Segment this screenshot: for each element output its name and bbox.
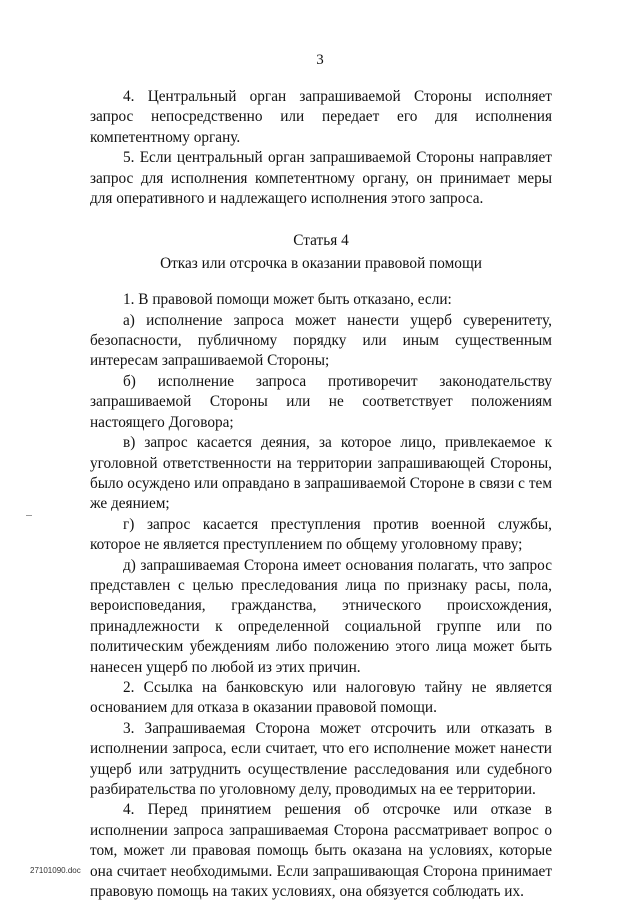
article-clause-1d: д) запрашиваемая Сторона имеет основания полагать, что запрос представлен с целью преследования лица по признаку расы, пола, вероисповедания, гражданства, этнического происхождения, принадлежности к определенной социальной группе или по политическим убеждениям либо положению этого лица может быть нанесен ущерб по любой из этих причин. (90, 556, 552, 676)
paragraph-4: 4. Центральный орган запрашиваемой Стороны исполняет запрос непосредственно или передает его для исполнения компетентному органу. (90, 88, 552, 146)
article-clause-1g: г) запрос касается преступления против военной службы, которое не является преступлением по общему уголовному праву; (90, 515, 552, 554)
article-clause-1v: в) запрос касается деяния, за которое лицо, привлекаемое к уголовной ответственности на территории запрашивающей Стороны, было осуждено или оправдано в запрашиваемой Стороне в связи с тем же деянием; (90, 434, 552, 513)
article-clause-3: 3. Запрашиваемая Сторона может отсрочить или отказать в исполнении запроса, если считает, что его исполнение может нанести ущерб или затруднить осуществление расследования или судебного разбирательства по уголовному делу, проводимых на ее территории. (90, 719, 552, 798)
article-clause-1: 1. В правовой помощи может быть отказано, если: (123, 291, 452, 309)
document-body (90, 87, 552, 902)
paragraph-5: 5. Если центральный орган запрашиваемой Стороны направляет запрос для исполнения компетентному органу, он принимает меры для оперативного и надлежащего исполнения этого запроса. (90, 149, 552, 208)
article-title: Отказ или отсрочка в оказании правовой помощи (160, 254, 482, 272)
article-clause-1b: б) исполнение запроса противоречит законодательству запрашиваемой Стороны или не соответствует положениям настоящего Договора; (90, 372, 552, 431)
margin-mark (26, 515, 32, 516)
footer-filename: 27101090.doc (30, 866, 81, 875)
article-number: Статья 4 (293, 232, 349, 250)
article-clause-1a: а) исполнение запроса может нанести ущерб суверенитету, безопасности, публичному порядку или иным существенным интересам запрашиваемой Стороны; (90, 311, 552, 370)
page-number: 3 (316, 52, 324, 68)
article-clause-4: 4. Перед принятием решения об отсрочке или отказе в исполнении запроса запрашиваемая Сторона рассматривает вопрос о том, может ли правовая помощь быть оказана на условиях, которые она считает необходимыми. Если запрашивающая Сторона принимает правовую помощь на таких условиях, она обязуется соблюдать их. (90, 801, 552, 901)
article-clause-2: 2. Ссылка на банковскую или налоговую тайну не является основанием для отказа в оказании правовой помощи. (90, 678, 552, 717)
